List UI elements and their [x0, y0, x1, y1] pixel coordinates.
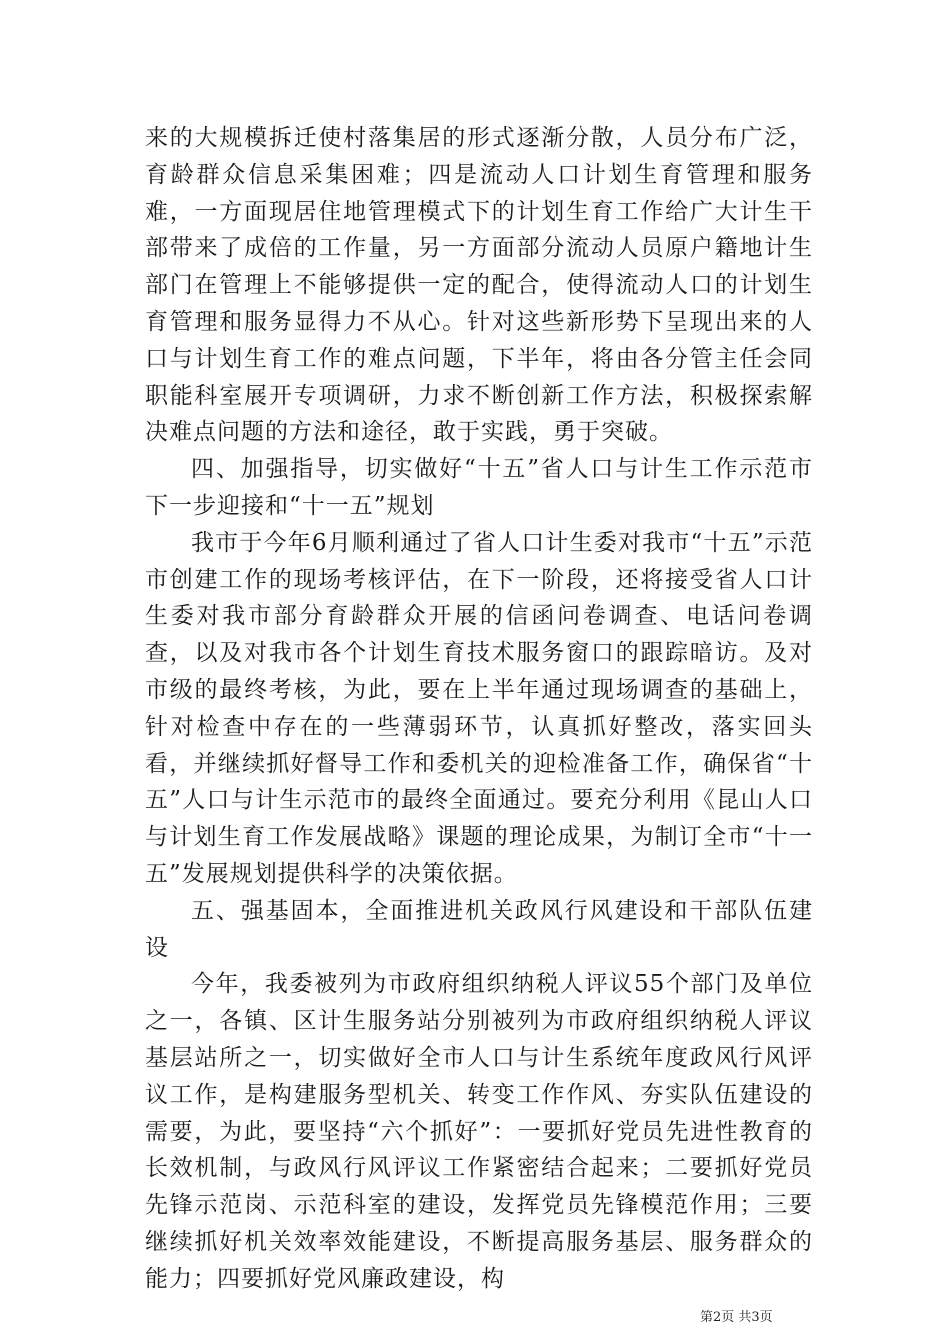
section-heading-four: 四、加强指导，切实做好“十五”省人口与计生工作示范市下一步迎接和“十一五”规划 — [145, 456, 813, 519]
page-number: 第2页 共3页 — [700, 1310, 773, 1325]
paragraph-section-five: 今年，我委被列为市政府组织纳税人评议55个部门及单位之一，各镇、区计生服务站分别被列为市政府组织纳税人评议基层站所之一，切实做好全市人口与计生系统年度政风行风评议工作，是构建服务型机关、转变工作作风、夯实队伍建设的需要，为此，要坚持“六个抓好”：一要抓好党员先进性教育的长效机制，与政风行风评议工作紧密结合起来；二要抓好党员先锋示范岗、示范科室的建设，发挥党员先锋模范作用；三要继续抓好机关效率效能建设，不断提高服务基层、服务群众的能力；四要抓好党风廉政建设，构 — [145, 971, 813, 1292]
body-text — [145, 120, 813, 1298]
paragraph-continuation: 来的大规模拆迁使村落集居的形式逐渐分散，人员分布广泛，育龄群众信息采集困难；四是流动人口计划生育管理和服务难，一方面现居住地管理模式下的计划生育工作给广大计生干部带来了成倍的工作量，另一方面部分流动人员原户籍地计生部门在管理上不能够提供一定的配合，使得流动人口的计划生育管理和服务显得力不从心。针对这些新形势下呈现出来的人口与计划生育工作的难点问题，下半年，将由各分管主任会同职能科室展开专项调研，力求不断创新工作方法，积极探索解决难点问题的方法和途径，敢于实践，勇于突破。 — [145, 125, 813, 446]
paragraph-section-four: 我市于今年6月顺利通过了省人口计生委对我市“十五”示范市创建工作的现场考核评估，在下一阶段，还将接受省人口计生委对我市部分育龄群众开展的信函问卷调查、电话问卷调查，以及对我市各个计划生育技术服务窗口的跟踪暗访。及对市级的最终考核，为此，要在上半年通过现场调查的基础上，针对检查中存在的一些薄弱环节，认真抓好整改，落实回头看，并继续抓好督导工作和委机关的迎检准备工作，确保省“十五”人口与计生示范市的最终全面通过。要充分利用《昆山人口与计划生育工作发展战略》课题的理论成果，为制订全市“十一五”发展规划提供科学的决策依据。 — [145, 529, 813, 887]
section-heading-five: 五、强基固本，全面推进机关政风行风建设和干部队伍建设 — [145, 897, 813, 961]
